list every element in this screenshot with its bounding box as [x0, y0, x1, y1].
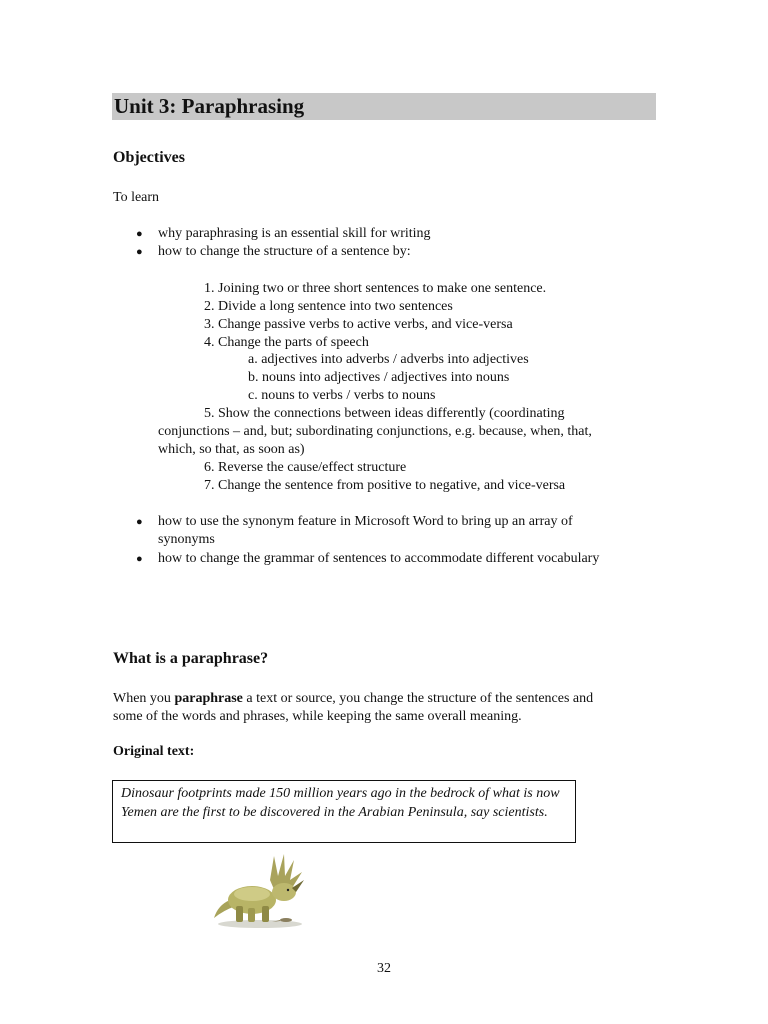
bullet-icon: ● — [136, 553, 143, 565]
page-number: 32 — [377, 961, 391, 976]
numbered-item: 3. Change passive verbs to active verbs, and vice-versa — [204, 317, 513, 332]
bullet-icon: ● — [136, 246, 143, 258]
objective-bullet-item: why paraphrasing is an essential skill for writing — [158, 226, 431, 241]
original-text: Dinosaur footprints made 150 million years ago in the bedrock of what is now Yemen are the first to be discovered in the Arabian Peninsula, say scientists. — [121, 786, 560, 820]
definition-text: a text or source, you change the structure of the sentences and — [242, 691, 594, 706]
section-heading: What is a paraphrase? — [113, 650, 269, 667]
numbered-item: 6. Reverse the cause/effect structure — [204, 460, 407, 475]
dinosaur-illustration — [210, 850, 310, 930]
original-text-label: Original text: — [113, 744, 195, 759]
definition-term: paraphrase — [174, 691, 243, 706]
bullet-icon: ● — [136, 516, 143, 528]
numbered-item: 1. Joining two or three short sentences to make one sentence. — [204, 281, 547, 296]
original-text-box — [112, 780, 576, 843]
lettered-item: b. nouns into adjectives / adjectives into nouns — [248, 370, 510, 385]
numbered-item: 4. Change the parts of speech — [204, 335, 369, 350]
objective-bullet-item: how to change the grammar of sentences to accommodate different vocabulary — [158, 551, 600, 566]
objectives-intro: To learn — [113, 190, 160, 205]
objective-bullet-item: how to change the structure of a sentence by: — [158, 244, 411, 259]
unit-title: Unit 3: Paraphrasing — [112, 93, 656, 120]
numbered-item-5: 5. Show the connections between ideas differently (coordinating — [204, 406, 565, 421]
definition-paragraph — [113, 690, 593, 708]
numbered-item-5-continuation: which, so that, as soon as) — [158, 442, 305, 457]
definition-text: When you — [113, 691, 175, 706]
numbered-item-5-continuation: conjunctions – and, but; subordinating conjunctions, e.g. because, when, that, — [158, 424, 592, 439]
numbered-item: 7. Change the sentence from positive to negative, and vice-versa — [204, 478, 566, 493]
objective-bullet-item: how to use the synonym feature in Microsoft Word to bring up an array of — [158, 514, 573, 529]
lettered-item: a. adjectives into adverbs / adverbs into adjectives — [248, 352, 529, 367]
objectives-heading: Objectives — [113, 149, 185, 166]
bullet-icon: ● — [136, 228, 143, 240]
objective-bullet-item-continuation: synonyms — [158, 532, 215, 547]
lettered-item: c. nouns to verbs / verbs to nouns — [248, 388, 436, 403]
numbered-item: 2. Divide a long sentence into two sentences — [204, 299, 453, 314]
definition-paragraph-line2: some of the words and phrases, while keeping the same overall meaning. — [113, 709, 522, 724]
